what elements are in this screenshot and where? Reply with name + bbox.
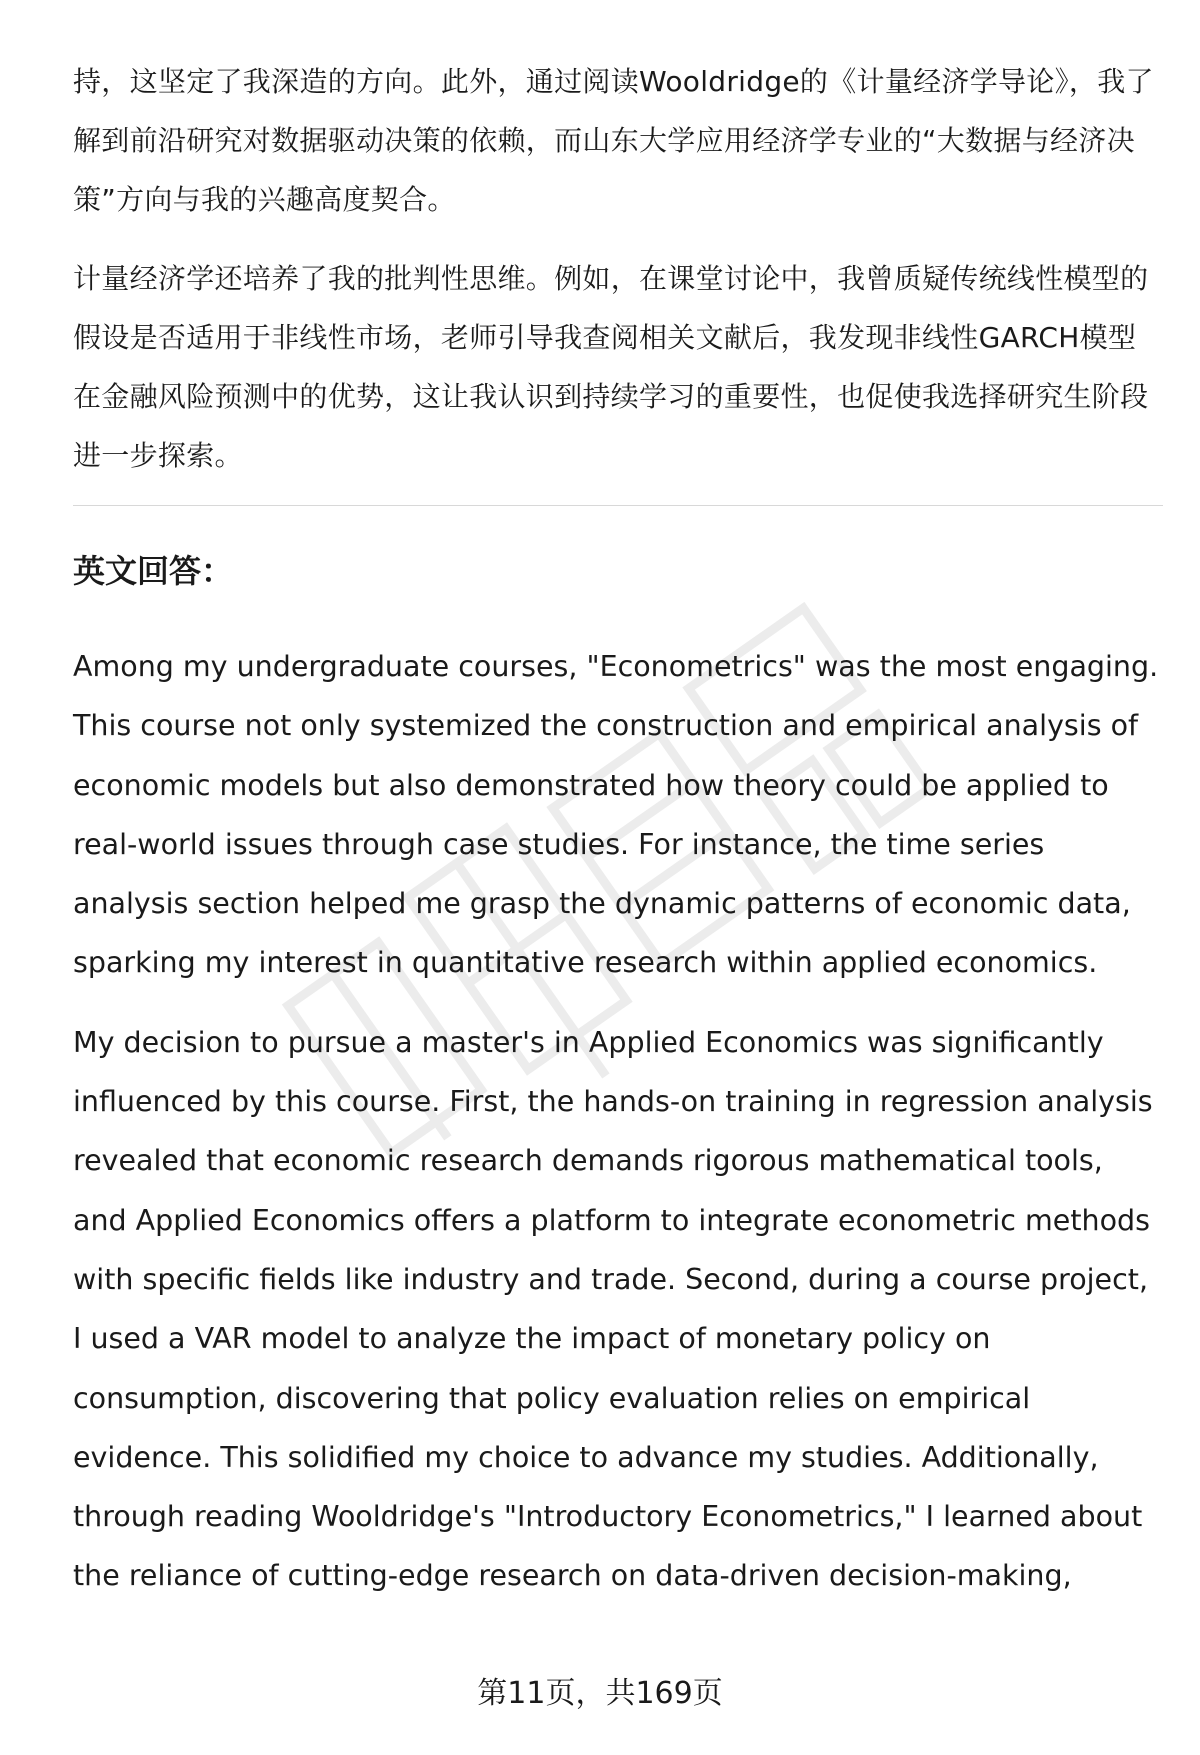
english-answer-heading: 英文回答： [73,552,234,590]
chinese-paragraph: 持，这坚定了我深造的方向。此外，通过阅读Wooldridge的《计量经济学导论》，我了解到前沿研究对数据驱动决策的依赖，而山东大学应用经济学专业的“大数据与经济决策”方向与我的兴趣高度契合。 [73,65,1154,216]
english-paragraph: Among my undergraduate courses, "Econometrics" was the most engaging. This course not only systemized the construction and empirical analysis of economic models but also demonstrated how theory could be applied to real-world issues through case studies. For instance, the time series analysis section helped me grasp the dynamic patterns of economic data, sparking my interest in quantitative research within applied economics. [73,650,1159,980]
page-content [73,52,1163,1606]
page-number-footer: 第11页，共169页 [477,1676,723,1711]
chinese-paragraph: 计量经济学还培养了我的批判性思维。例如，在课堂讨论中，我曾质疑传统线性模型的假设是否适用于非线性市场，老师引导我查阅相关文献后，我发现非线性GARCH模型在金融风险预测中的优势，这让我认识到持续学习的重要性，也促使我选择研究生阶段进一步探索。 [73,262,1149,472]
section-divider [73,505,1163,506]
english-paragraph: My decision to pursue a master's in Applied Economics was significantly influenced by this course. First, the hands-on training in regression analysis revealed that economic research demands rigorous mathematical tools, and Applied Economics offers a platform to integrate econometric methods with specific fields like industry and trade. Second, during a course project, I used a VAR model to analyze the impact of monetary policy on consumption, discovering that policy evaluation relies on empirical evidence. This solidified my choice to advance my studies. Additionally, through reading Wooldridge's "Introductory Econometrics," I learned about the reliance of cutting-edge research on data-driven decision-making, [73,1025,1153,1593]
